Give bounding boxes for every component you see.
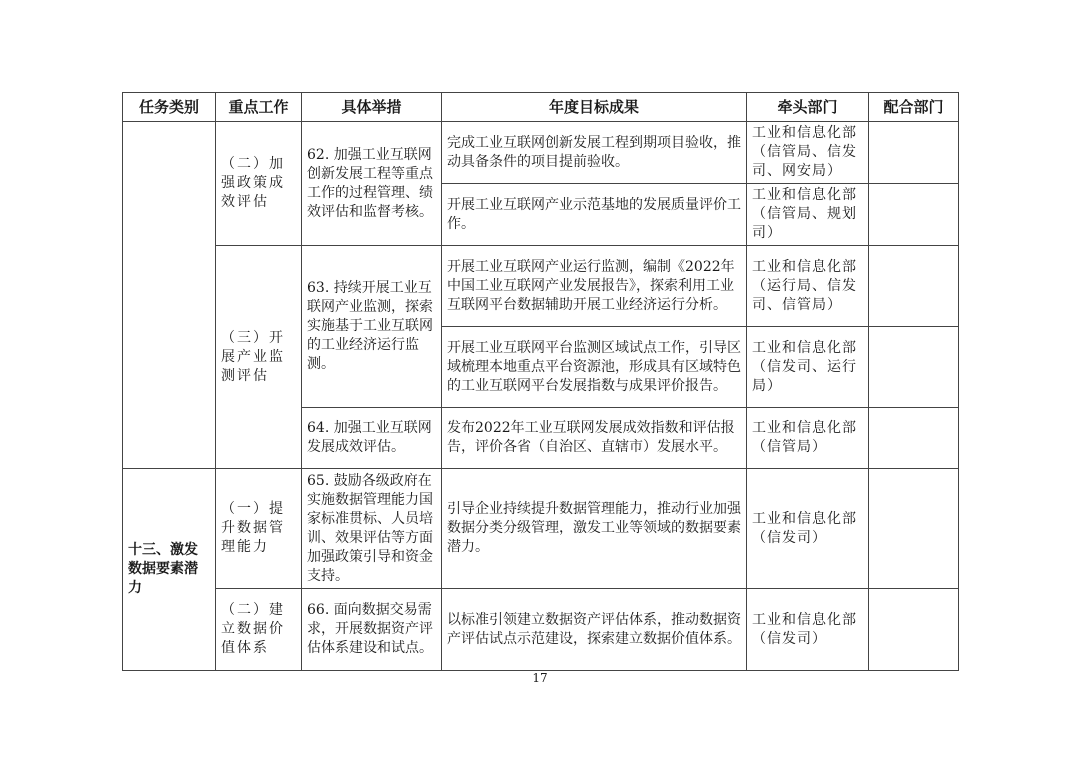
focus-cell: （二）建立数据价值体系 (216, 589, 302, 671)
goal-cell: 完成工业互联网创新发展工程到期项目验收，推动具备条件的项目提前验收。 (442, 122, 747, 184)
goal-cell: 引导企业持续提升数据管理能力，推动行业加强数据分类分级管理，激发工业等领域的数据要素潜力。 (442, 469, 747, 589)
header-row (123, 93, 959, 122)
task-table (122, 92, 959, 671)
focus-cell: （一）提升数据管理能力 (216, 469, 302, 589)
support-dept-cell (869, 184, 959, 246)
support-dept-cell (869, 408, 959, 469)
header-key-work: 重点工作 (216, 93, 302, 122)
measure-cell: 63. 持续开展工业互联网产业监测，探索实施基于工业互联网的工业经济运行监测。 (302, 246, 442, 408)
header-annual-goals: 年度目标成果 (442, 93, 747, 122)
focus-cell: （三）开展产业监测评估 (216, 246, 302, 469)
support-dept-cell (869, 327, 959, 408)
support-dept-cell (869, 589, 959, 671)
goal-cell: 发布2022年工业互联网发展成效指数和评估报告，评价各省（自治区、直辖市）发展水平。 (442, 408, 747, 469)
lead-dept-cell: 工业和信息化部（运行局、信发司、信管局） (747, 246, 869, 327)
lead-dept-cell: 工业和信息化部（信发司） (747, 469, 869, 589)
header-task-category: 任务类别 (123, 93, 216, 122)
table-row (123, 122, 959, 184)
measure-cell: 66. 面向数据交易需求，开展数据资产评估体系建设和试点。 (302, 589, 442, 671)
header-measures: 具体举措 (302, 93, 442, 122)
lead-dept-cell: 工业和信息化部（信管局、规划司） (747, 184, 869, 246)
goal-cell: 开展工业互联网产业示范基地的发展质量评价工作。 (442, 184, 747, 246)
lead-dept-cell: 工业和信息化部（信管局、信发司、网安局） (747, 122, 869, 184)
support-dept-cell (869, 122, 959, 184)
focus-cell: （二）加强政策成效评估 (216, 122, 302, 246)
header-lead-dept: 牵头部门 (747, 93, 869, 122)
goal-cell: 以标准引领建立数据资产评估体系，推动数据资产评估试点示范建设，探索建立数据价值体系。 (442, 589, 747, 671)
table-row (123, 246, 959, 327)
table-row (123, 469, 959, 589)
category-cell: 十三、激发数据要素潜力 (123, 469, 216, 671)
lead-dept-cell: 工业和信息化部（信发司） (747, 589, 869, 671)
measure-cell: 65. 鼓励各级政府在实施数据管理能力国家标准贯标、人员培训、效果评估等方面加强政策引导和资金支持。 (302, 469, 442, 589)
support-dept-cell (869, 246, 959, 327)
goal-cell: 开展工业互联网产业运行监测，编制《2022年中国工业互联网产业发展报告》，探索利用工业互联网平台数据辅助开展工业经济运行分析。 (442, 246, 747, 327)
category-cell-continued (123, 122, 216, 469)
lead-dept-cell: 工业和信息化部（信发司、运行局） (747, 327, 869, 408)
lead-dept-cell: 工业和信息化部（信管局） (747, 408, 869, 469)
support-dept-cell (869, 469, 959, 589)
measure-cell: 62. 加强工业互联网创新发展工程等重点工作的过程管理、绩效评估和监督考核。 (302, 122, 442, 246)
goal-cell: 开展工业互联网平台监测区域试点工作，引导区域梳理本地重点平台资源池，形成具有区域特色的工业互联网平台发展指数与成果评价报告。 (442, 327, 747, 408)
page-number: 17 (532, 671, 548, 685)
measure-cell: 64. 加强工业互联网发展成效评估。 (302, 408, 442, 469)
header-support-dept: 配合部门 (869, 93, 959, 122)
table-row (123, 589, 959, 671)
